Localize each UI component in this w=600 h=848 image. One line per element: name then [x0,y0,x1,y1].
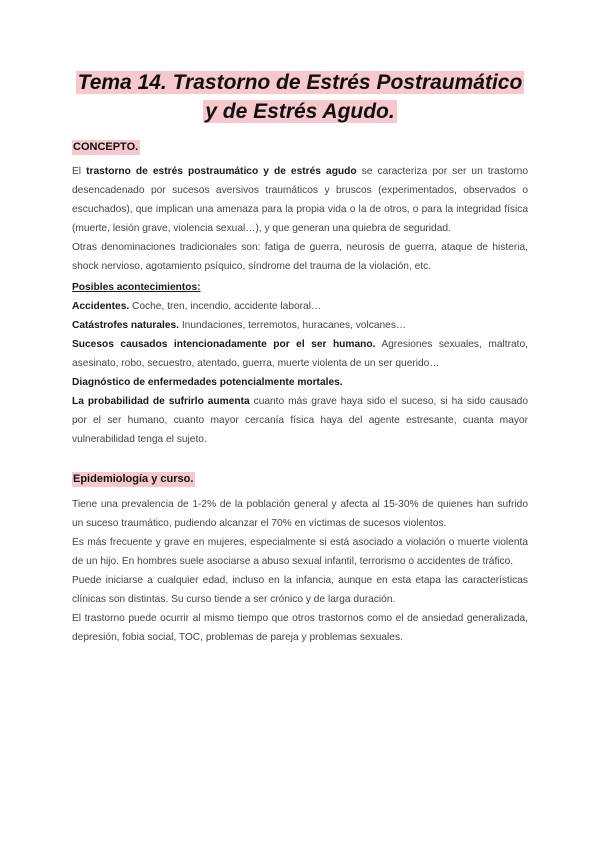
list-item: Sucesos causados intencionadamente por el ser humano. Agresiones sexuales, maltrato, asesinato, robo, secuestro, atentado, guerra, muerte violenta de un ser querido… [72,339,528,369]
concepto-paragraph-1: El trastorno de estrés postraumático y de estrés agudo se caracteriza por ser un trastorno desencadenado por sucesos aversivos traumáticos y bruscos (experimentados, observados o escuchados), que implican una amenaza para la propia vida o la de otros, o para la integridad física (muerte, lesión grave, violencia sexual…), y que generan una quiebra de seguridad. [72,166,529,234]
epidemiologia-paragraph: Es más frecuente y grave en mujeres, especialmente si está asociado a violación o muerte violenta de un hijo. En hombres suele asociarse a abuso sexual infantil, terrorismo o accidentes de tráfico. [72,537,528,567]
epidemiologia-paragraph: El trastorno puede ocurrir al mismo tiempo que otros trastornos como el de ansiedad generalizada, depresión, fobia social, TOC, problemas de pareja y problemas sexuales. [72,613,528,643]
page-title [0,68,600,126]
posibles-heading: Posibles acontecimientos: [72,282,201,293]
list-item: La probabilidad de sufrirlo aumenta cuanto más grave haya sido el suceso, si ha sido causado por el ser humano, cuanto mayor cercanía física haya del agente estresante, cuanta mayor vulnerabilidad tenga el sujeto. [72,396,528,445]
concepto-paragraph-2: Otras denominaciones tradicionales son: fatiga de guerra, neurosis de guerra, ataque de histeria, shock nervioso, agotamiento psíquico, síndrome del trauma de la violación, etc. [72,242,528,272]
list-item: Diagnóstico de enfermedades potencialmente mortales. [72,377,343,388]
epidemiologia-paragraph: Puede iniciarse a cualquier edad, incluso en la infancia, aunque en esta etapa las características clínicas son distintas. Su curso tiende a ser crónico y de larga duración. [72,575,528,605]
list-item: Accidentes. Coche, tren, incendio, accidente laboral… [72,301,322,312]
epidemiologia-paragraph: Tiene una prevalencia de 1-2% de la población general y afecta al 15-30% de quienes han sufrido un suceso traumático, pudiendo alcanzar el 70% en víctimas de sucesos violentos. [72,499,528,529]
section-heading-concepto: CONCEPTO. [73,141,139,153]
title-line-1: Tema 14. Trastorno de Estrés Postraumático [77,71,523,94]
section-heading-epidemiologia: Epidemiología y curso. [73,473,194,485]
epidemiologia-body [72,495,528,647]
list-item: Catástrofes naturales. Inundaciones, terremotos, huracanes, volcanes… [72,320,407,331]
title-line-2: y de Estrés Agudo. [205,100,395,123]
concepto-body [72,162,528,449]
